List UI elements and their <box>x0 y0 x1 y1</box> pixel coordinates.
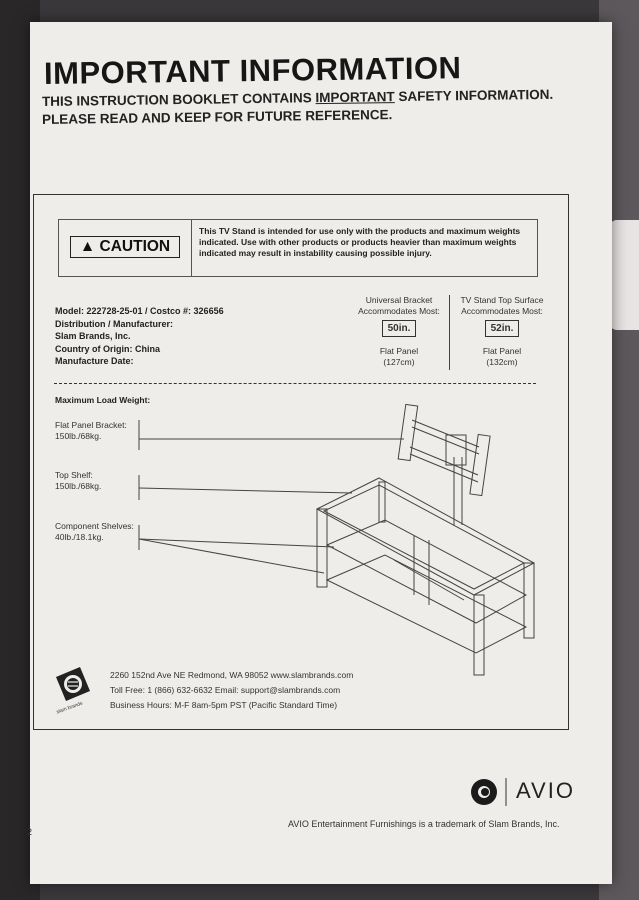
manufacture-date: Manufacture Date: <box>55 356 134 366</box>
distributor-label: Distribution / Manufacturer: <box>55 318 174 329</box>
phone-email: Toll Free: 1 (866) 632-6632 Email: support@slambrands.com <box>110 685 341 695</box>
country-of-origin: Country of Origin: China <box>55 343 160 354</box>
top-surface-spec: TV Stand Top Surface Accommodates Most: 52in. Flat Panel (132cm) <box>460 295 544 367</box>
cloth-edge <box>609 220 639 330</box>
avio-logo <box>470 774 600 813</box>
load-component-shelves: Component Shelves: 40lb./18.1kg. <box>55 521 134 542</box>
intro-line-1: THIS INSTRUCTION BOOKLET CONTAINS IMPORTANT SAFETY INFORMATION. <box>41 86 554 109</box>
max-load-heading: Maximum Load Weight: <box>55 395 151 405</box>
tv-stand-illustration <box>34 195 568 729</box>
intro-line-2: PLEASE READ AND KEEP FOR FUTURE REFERENCE. <box>41 107 393 127</box>
logo-caption: slam brands <box>55 700 84 716</box>
caution-text: This TV Stand is intended for use only with the products and maximum weights indicated. Use with other products or products heavier than maximum weights indicated may result in instability causing possible injury. <box>199 226 521 258</box>
info-box <box>33 194 569 730</box>
avio-wordmark: AVIO <box>516 778 575 803</box>
address: 2260 152nd Ave NE Redmond, WA 98052 www.slambrands.com <box>110 670 354 680</box>
slam-brands-logo <box>54 665 92 703</box>
page-number: 2 <box>27 827 33 837</box>
warning-triangle-icon: ▲ <box>79 238 100 255</box>
top-size-box: 52in. <box>485 320 520 337</box>
load-bracket: Flat Panel Bracket: 150lb./68kg. <box>55 420 127 441</box>
trademark-text: AVIO Entertainment Furnishings is a trademark of Slam Brands, Inc. <box>288 819 560 829</box>
page-title: IMPORTANT INFORMATION <box>43 50 462 91</box>
caution-badge: ▲ CAUTION <box>70 236 180 258</box>
contact-info <box>110 668 353 713</box>
load-top-shelf: Top Shelf: 150lb./68kg. <box>55 470 102 491</box>
business-hours: Business Hours: M-F 8am-5pm PST (Pacific Standard Time) <box>110 700 338 710</box>
brand-name: Slam Brands, Inc. <box>55 331 131 341</box>
universal-bracket-spec: Universal Bracket Accommodates Most: 50in. Flat Panel (127cm) <box>358 295 440 367</box>
booklet-page <box>27 22 612 884</box>
model-number: Model: 222728-25-01 / Costco #: 326656 <box>55 306 224 316</box>
universal-size-box: 50in. <box>382 320 417 337</box>
